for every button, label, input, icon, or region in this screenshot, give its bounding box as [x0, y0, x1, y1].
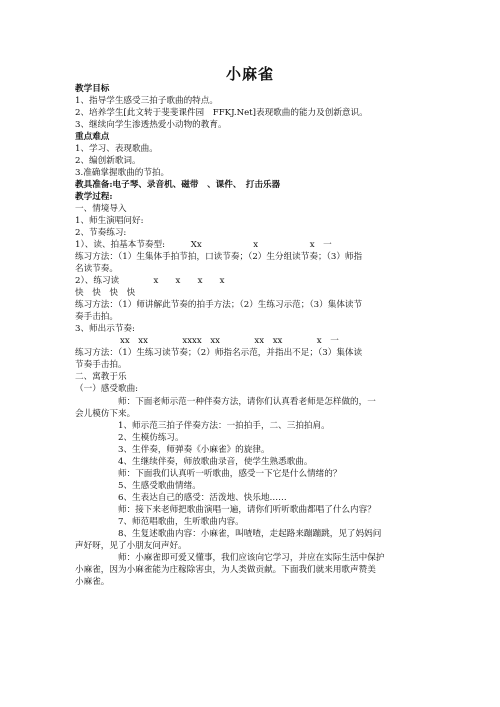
- method-line: 练习方法：（1）师讲解此节奏的拍手方法；（2）生练习示范；（3）集体读节: [75, 300, 363, 310]
- step-line: 1、师示范三拍子伴奏方法：一拍拍手，二、三拍拍肩。: [118, 421, 330, 431]
- heading-process: 教学过程:: [75, 192, 113, 202]
- keypoint-line-3: 3.准确掌握歌曲的节拍。: [75, 168, 170, 178]
- teacher-line: 师：下面我们认真听一听歌曲，感受一下它是什么情绪的？: [118, 469, 342, 479]
- heading-teaching-goals: 教学目标: [75, 84, 110, 94]
- page-title: 小麻雀: [225, 65, 274, 83]
- keypoint-line-2: 2、编创新歌词。: [75, 156, 141, 166]
- heading-key-points: 重点难点: [75, 132, 110, 142]
- teacher-line: 师：接下来老师把歌曲演唱一遍，请你们听听歌曲都唱了什么内容？: [118, 505, 376, 515]
- teacher-line: 小麻雀，因为小麻雀能为庄稼除害虫，为人类做贡献。下面我们就来用歌声赞美: [75, 565, 376, 575]
- goal-line-2: 2、培养学生[此文转于斐斐课件园 FFKJ.Net]表现歌曲的能力及创新意识。: [75, 108, 368, 118]
- goal-line-3: 3、继续向学生渗透热爱小动物的教育。: [75, 120, 227, 130]
- teacher-line: 会儿模仿下来。: [75, 409, 136, 419]
- process-line: 2、节奏练习:: [75, 228, 127, 238]
- keypoint-line-1: 1、学习、表现歌曲。: [75, 144, 158, 154]
- step-line: 2、生模仿练习。: [118, 433, 184, 443]
- rhythm-words-line: 快 快 快 快: [75, 288, 136, 298]
- teacher-line: 师：下面老师示范一种伴奏方法，请你们认真看老师是怎样做的，一: [118, 397, 376, 407]
- step-line: 3、生伴奏，师弹奏《小麻雀》的旋律。: [118, 445, 270, 455]
- goal-line-1: 1、指导学生感受三拍子歌曲的特点。: [75, 96, 218, 106]
- step-line: 8、生复述歌曲内容：小麻雀，叫喳喳，走起路来蹦蹦跳，见了妈妈问: [118, 529, 382, 539]
- teaching-aids-line: 教具准备:电子琴、录音机、磁带 、课件、 打击乐器: [75, 180, 281, 190]
- rhythm-line: 2）、练习读 x x x x: [75, 276, 225, 286]
- step-line: 7、师范唱歌曲，生听歌曲内容。: [118, 517, 244, 527]
- teacher-line: 师：小麻雀即可爱又懂事，我们应该向它学习，并应在实际生活中保护: [118, 553, 385, 563]
- step-line: 6、生表达自己的感受：活泼地、快乐地……: [118, 493, 287, 503]
- teacher-line: 小麻雀。: [75, 577, 110, 587]
- process-line: 3、师出示节奏:: [75, 324, 135, 334]
- rhythm-line: 1）、读、拍基本节奏型: Xx x x 一: [75, 240, 332, 250]
- method-line: 奏手击拍。: [75, 312, 118, 322]
- rhythm-line: xx xx xxxx xx xx xx x 一: [120, 336, 339, 346]
- section-1-heading: 一、情境导入: [75, 204, 127, 214]
- method-line: 练习方法：（1）生练习读节奏；（2）师指名示范，并指出不足；（3）集体读: [75, 348, 363, 358]
- step-line: 4、生继续伴奏，师放歌曲录音，使学生熟悉歌曲。: [118, 457, 313, 467]
- section-2-heading: 二、寓教于乐: [75, 372, 127, 382]
- step-line: 声好呀，见了小朋友问声好。: [75, 541, 187, 551]
- method-line: 名读节奏。: [75, 264, 118, 274]
- method-line: 练习方法：（1）生集体手拍节拍，口读节奏；（2）生分组读节奏；（3）师指: [75, 252, 363, 262]
- step-line: 5、生感受歌曲情绪。: [118, 481, 201, 491]
- process-line: 1、师生演唱问好:: [75, 216, 144, 226]
- method-line: 节奏手击拍。: [75, 360, 127, 370]
- subsection-heading: （一）感受歌曲:: [75, 384, 139, 394]
